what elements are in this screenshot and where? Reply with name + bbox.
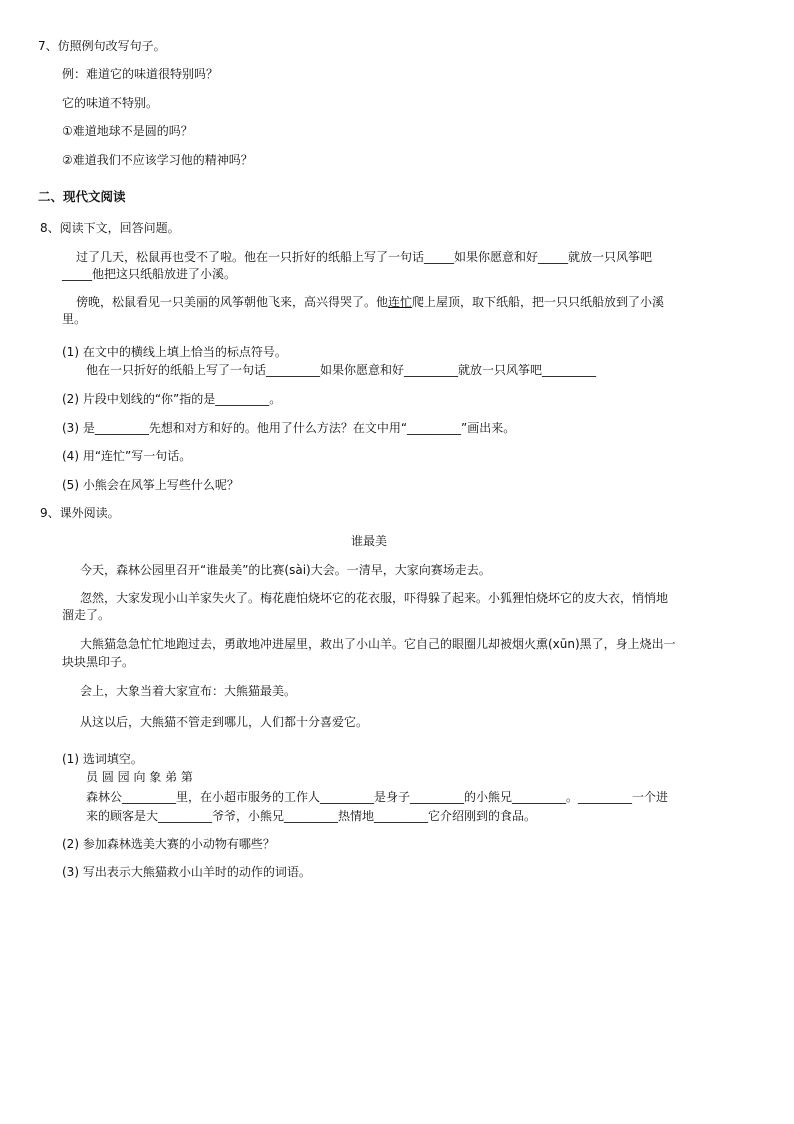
story-paragraph: 溜走了。 [62,608,111,622]
q8-subquestion-5: (5) 小熊会在风筝上写些什么呢？ [62,478,239,492]
q9-fill-line: 森林公_________里，在小超市服务的工作人_________是身子_________的小熊兄_________。_________一个进 [86,790,669,804]
q8-passage-line: 过了几天，松鼠再也受不了啦。他在一只折好的纸船上写了一句话_____如果你愿意和好_____就放一只风筝吧 [76,250,653,264]
q8-passage-text: 傍晚，松鼠看见一只美丽的风筝朝他飞来，高兴得哭了。他 [76,295,389,309]
story-title: 谁最美 [351,534,388,548]
q8-title: 8、阅读下文，回答问题。 [40,221,180,235]
q9-subquestion-2: (2) 参加森林选美大赛的小动物有哪些？ [62,837,275,851]
q7-item-2: ②难道我们不应该学习他的精神吗？ [62,153,253,167]
story-paragraph: 块块黑印子。 [62,655,135,669]
q8-passage-line: 里。 [62,312,87,326]
q8-passage-line [76,296,664,308]
q8-subquestion-1-sentence: 他在一只折好的纸船上写了一句话_________如果你愿意和好_________就放一只风筝吧_________ [86,363,597,377]
q8-subquestion-4: (4) 用“连忙”写一句话。 [62,449,192,463]
q8-underlined-word: 连忙 [388,295,413,309]
story-paragraph: 会上，大象当着大家宣布：大熊猫最美。 [80,684,297,698]
q8-passage-text: 爬上屋顶，取下纸船，把一只只纸船放到了小溪 [412,295,665,309]
story-paragraph: 今天，森林公园里召开“谁最美”的比赛(sài)大会。一清早，大家向赛场走去。 [80,563,491,577]
q9-title: 9、课外阅读。 [40,506,120,520]
q9-fill-line: 来的顾客是大_________爷爷，小熊兄_________热情地_________它介绍刚到的食品。 [86,809,537,823]
q7-example-answer: 它的味道不特别。 [62,96,159,110]
q7-item-1: ①难道地球不是圆的吗？ [62,124,193,138]
section-heading: 二、现代文阅读 [38,189,126,204]
q7-title: 7、仿照例句改写句子。 [38,39,166,53]
q9-subquestion-1: (1) 选词填空。 [62,752,143,766]
q9-word-bank: 员 圆 园 向 象 弟 第 [86,770,193,784]
q8-subquestion-3: (3) 是_________先想和对方和好的。他用了什么方法？在文中用“_________”画出来。 [62,421,516,435]
q8-subquestion-2: (2) 片段中划线的“你”指的是_________。 [62,392,282,406]
story-paragraph: 从这以后，大熊猫不管走到哪儿，人们都十分喜爱它。 [80,715,369,729]
q8-subquestion-1: (1) 在文中的横线上填上恰当的标点符号。 [62,345,287,359]
q8-passage-line: _____他把这只纸船放进了小溪。 [62,267,237,281]
q9-subquestion-3: (3) 写出表示大熊猫救小山羊时的动作的词语。 [62,865,311,879]
q7-example: 例：难道它的味道很特别吗？ [62,67,219,81]
story-paragraph: 忽然，大家发现小山羊家失火了。梅花鹿怕烧坏它的花衣服，吓得躲了起来。小狐狸怕烧坏它的皮大衣，悄悄地 [80,591,669,605]
story-paragraph: 大熊猫急急忙忙地跑过去，勇敢地冲进屋里，救出了小山羊。它自己的眼圈儿却被烟火熏(xūn)黑了，身上烧出一 [80,637,676,651]
